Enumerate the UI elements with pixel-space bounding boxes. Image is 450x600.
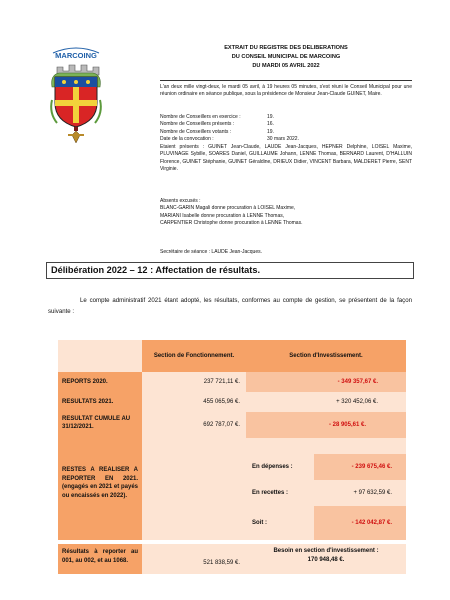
intro-paragraph: L'an deux mille vingt-deux, le mardi 05 avril, à 19 heures 05 minutes, s'est réuni le Conseil Municipal pour une réunion ordinaire en séance publique, sous la présidence de Monsieur Jean-Claude GUINET, Maire. (160, 84, 412, 98)
resultats-fonct-value: 455 065,96 €. (142, 392, 246, 412)
row-label-resultats: RESULTATS 2021. (58, 392, 142, 412)
restes-fonct-empty (142, 438, 246, 540)
soit-value: - 142 042,87 €. (314, 506, 406, 540)
count-label: Nombre de Conseillers votants : (160, 128, 232, 135)
present-members: Etaient présents : GUINET Jean-Claude, LAUDE Jean-Jacques, HEPNER Delphine, LOISEL Maxime, PLUVINAGE Sybille, SOARES Daniel, GUILLAUME Johann, LENNE Thomas, BERNARD Laurent, D'HALLUIN Florence, GUINET Stéphanie, GUINET Géraldine, DRIEUX Didier, VINCENT Barbara, MALDERET Pierre, SENT Virginie. (160, 144, 412, 172)
count-row (160, 114, 412, 121)
col-header-investissement: Section d'Investissement. (246, 340, 406, 372)
count-value: 19. (267, 114, 274, 120)
restes-invest-spacer (246, 438, 406, 454)
reporter-fonct-value: 521 838,59 €. (142, 544, 246, 574)
besoin-cell (246, 544, 406, 574)
count-value: 30 mars 2022. (267, 135, 299, 142)
row-label-cumule: RESULTAT CUMULE AU 31/12/2021. (58, 412, 142, 438)
results-table (58, 340, 406, 574)
besoin-label: Besoin en section d'investissement : (273, 548, 379, 554)
excused-item: BLANC-GARIN Magali donne procuration à LOISEL Maxime, (160, 205, 296, 212)
depenses-value: - 239 675,46 €. (314, 454, 406, 480)
cumule-fonct-value: 692 787,07 €. (142, 412, 246, 438)
count-label: Date de la convocation : (160, 135, 214, 142)
count-row (160, 136, 412, 143)
row-label-reporter: Résultats à reporter au 001, au 002, et au 1068. (58, 544, 142, 574)
soit-label: Soit : (246, 506, 314, 540)
deliberation-title: Délibération 2022 – 12 : Affectation de résultats. (46, 262, 414, 279)
reports-fonct-value: 237 721,11 €. (142, 372, 246, 392)
marcoing-coat-of-arms (47, 45, 105, 145)
depenses-label: En dépenses : (246, 454, 314, 480)
count-row (160, 121, 412, 128)
council-counts (160, 114, 412, 143)
reports-invest-value: - 349 357,67 €. (246, 372, 406, 392)
cumule-invest-value: - 28 905,61 €. (246, 412, 406, 438)
excused-members (160, 198, 412, 227)
crest-label: MARCOING (55, 51, 97, 60)
count-label: Nombre de Conseillers en exercice : (160, 114, 241, 120)
meeting-date-title: DU MARDI 05 AVRIL 2022 (252, 63, 320, 69)
count-row (160, 129, 412, 136)
excused-item: CARPENTIER Christophe donne procuration à LENNE Thomas. (160, 219, 303, 226)
count-value: 16. (267, 121, 274, 128)
header-divider (160, 80, 412, 81)
table-corner (58, 340, 142, 372)
secretary-line: Secrétaire de séance : LAUDE Jean-Jacques. (160, 249, 262, 255)
row-label-reports: REPORTS 2020. (58, 372, 142, 392)
council-title: DU CONSEIL MUNICIPAL DE MARCOING (231, 54, 341, 60)
compte-paragraph: Le compte administratif 2021 étant adopté, les résultats, conformes au compte de gestion, se présentent de la façon suivante : (48, 297, 412, 315)
count-value: 19. (267, 128, 274, 135)
register-title: EXTRAIT DU REGISTRE DES DELIBERATIONS (224, 45, 348, 51)
resultats-invest-value: + 320 452,06 €. (246, 392, 406, 412)
count-label: Nombre de Conseillers présents : (160, 121, 235, 128)
row-label-restes: RESTES A REALISER A REPORTER EN 2021. (engagés en 2021 et payés ou encaissés en 2022). (58, 438, 142, 540)
besoin-value: 170 948,48 €. (307, 557, 345, 563)
excused-item: MARIANI Isabelle donne procuration à LENNE Thomas, (160, 212, 285, 219)
col-header-fonctionnement: Section de Fonctionnement. (142, 340, 246, 372)
recettes-value: + 97 632,59 €. (314, 480, 406, 506)
excused-title: Absents excusés : (160, 198, 201, 204)
recettes-label: En recettes : (246, 480, 314, 506)
